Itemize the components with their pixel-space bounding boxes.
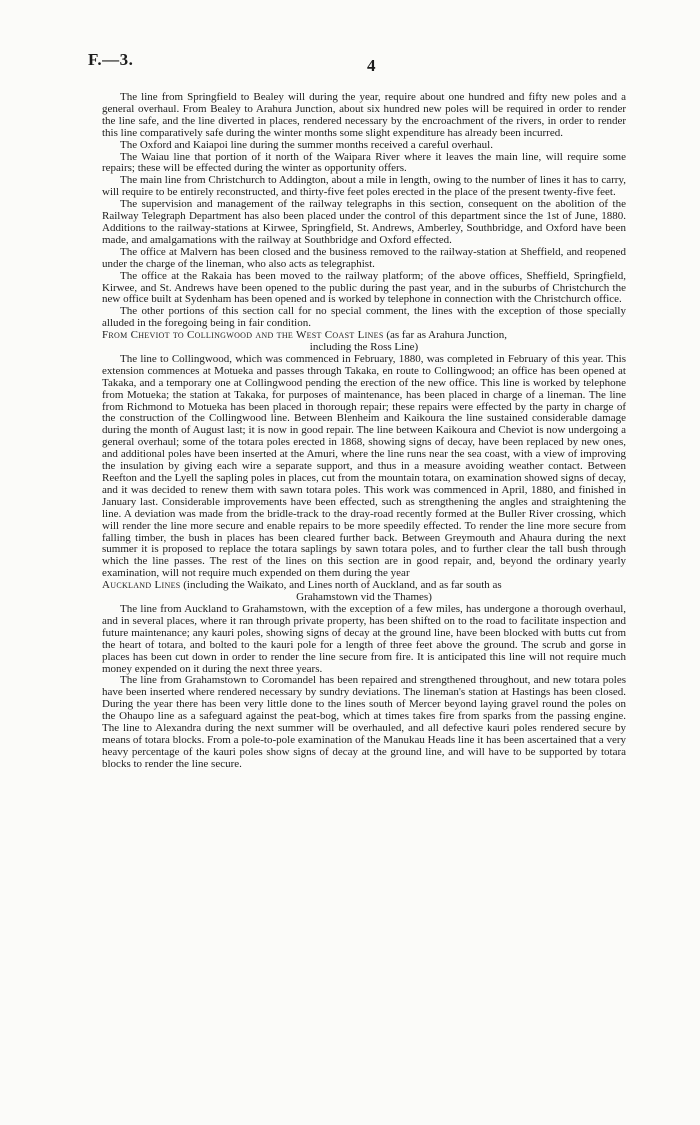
- paragraph-railway-telegraphs: The supervision and management of the railway telegraphs in this section, consequent on the abolition of the Railway Telegraph Department has also been placed under the control of this department since the 1st of June, 1880. Additions to the railway-stations at Kirwee, Springfield, St. Andrews, Amberley, Southbridge, and Oxford have been made, and amalgamations with the railway at Southbridge and Oxford effected.: [102, 198, 626, 246]
- section-title-cheviot: From Cheviot to Collingwood and the West Coast Lines: [102, 329, 384, 342]
- report-reference: F.—3.: [88, 50, 134, 69]
- section-subtitle-cheviot-line2: including the Ross Line): [309, 341, 419, 354]
- page-number: 4: [367, 56, 376, 75]
- section-subtitle-cheviot: (as far as Arahura Junction,: [386, 329, 507, 342]
- paragraph-waiau: The Waiau line that portion of it north of the Waipara River where it leaves the main line, will require some repairs; these will be effected during the winter as opportunity offers.: [102, 150, 626, 175]
- paragraph-auckland-grahamstown: The line from Auckland to Grahamstown, with the exception of a few miles, has undergone a thorough overhaul, and in several places, where it ran through private property, has been shifted on to the road to facilitate inspection and future maintenance; any kauri poles, showing signs of decay at the ground line, have been blocked with butts cut from the heart of totara, and bolted to the kauri pole for a length of three feet above the ground. The scrub and gorse in places has been cut down in order to render the line secure from fire. It is anticipated this line will not require much money expended on it during the next three years.: [102, 602, 626, 675]
- paragraph-malvern: The office at Malvern has been closed and the business removed to the railway-station at Sheffield, and reopened under the charge of the lineman, who also acts as telegraphist.: [102, 245, 626, 270]
- section-subtitle-auckland: (including the Waikato, and Lines north of Auckland, and as far south as: [183, 579, 502, 592]
- paragraph-rakaia: The office at the Rakaia has been moved to the railway platform; of the above offices, Sheffield, Springfield, Kirwee, and St. Andrews have been opened to the public during the past year, and in the suburbs of Christchurch the new office built at Sydenham has been opened and is worked by telephone in connection with the Christchurch office.: [102, 269, 626, 306]
- paragraph-christchurch-addington: The main line from Christchurch to Addington, about a mile in length, owing to the number of lines it has to carry, will require to be entirely reconstructed, and thirty-five feet poles erected in the place of the present twenty-five feet.: [102, 174, 626, 199]
- paragraph-oxford-kaiapoi: The Oxford and Kaiapoi line during the summer months received a careful overhaul.: [120, 138, 493, 151]
- paragraph-grahamstown-coromandel: The line from Grahamstown to Coromandel has been repaired and strengthened throughout, and new totara poles have been inserted where rendered necessary by sundry deviations. The lineman's station at Hastings has been closed. During the year there has been very little done to the lines south of Mercer beyond laying gravel round the poles on the Ohaupo line as a safeguard against the peat-bog, which at times takes fire from sparks from the passing engine. The line to Alexandra during the next summer will be overhauled, and all defective kauri poles rendered secure by means of totara blocks. From a pole-to-pole examination of the Manukau Heads line it has been ascertained that a very heavy percentage of the kauri poles show signs of decay at the ground line, and will have to be supported by totara blocks to render the line secure.: [102, 674, 626, 770]
- section-heading-cheviot: [102, 330, 626, 354]
- section-title-auckland: Auckland Lines: [102, 579, 181, 592]
- section-subtitle-auckland-line2: Grahamstown vid the Thames): [296, 591, 432, 604]
- paragraph-springfield-bealey: The line from Springfield to Bealey will during the year, require about one hundred and fifty new poles and a general overhaul. From Bealey to Arahura Junction, about six hundred new poles will be required in order to render the line safe, and the line diverted in places, rendered necessary by the encroachment of the rivers, in order to render this line comparatively safe during the winter months some slight expenditure has already been incurred.: [102, 91, 626, 139]
- section-heading-auckland: [102, 580, 626, 604]
- paragraph-collingwood: The line to Collingwood, which was commenced in February, 1880, was completed in February of this year. This extension commences at Motueka and passes through Takaka, en route to Collingwood; an office has been opened at Takaka, and a temporary one at Collingwood pending the erection of the new office. This line is worked by telephone from Motueka; the station at Takaka, for purposes of maintenance, has been placed in charge of a lineman. The line from Richmond to Motueka has been placed in thorough repair; these repairs were effected by the party in charge of the construction of the Collingwood line. Between Blenheim and Kaikoura the line sustained considerable damage during the month of August last; it is now in good repair. The line between Kaikoura and Cheviot is now undergoing a general overhaul; some of the totara poles erected in 1868, showing signs of decay, have been replaced by new ones, and additional poles have been inserted at the Amuri, where the line runs near the sea coast, with a view of improving the insulation by giving each wire a separate support, and thus in a measure avoiding weather contact. Between Reefton and the Lyell the sapling poles in places, cut from the mountain totara, on examination showed signs of decay, and it was decided to renew them with sawn totara poles. This work was commenced in April, 1880, and finished in January last. Considerable improvements have been effected, such as strengthening the angles and straightening the line. A deviation was made from the bridle-track to the dray-road recently formed at the Buller River crossing, which will render the line more secure and enable repairs to be more speedily effected. To render the line more secure from falling timber, the bush in places has been cleared further back. Between Greymouth and Ahaura during the next summer it is proposed to replace the totara saplings by sawn totara poles, and to further clear the tall bush through which the line passes. The rest of the lines on this section are in good repair, and, beyond the ordinary yearly examination, will not require much expended on them during the year: [102, 352, 626, 580]
- body-text: [102, 92, 626, 771]
- paragraph-other-portions: The other portions of this section call for no special comment, the lines with the exception of those specially alluded in the foregoing being in fair condition.: [102, 305, 626, 330]
